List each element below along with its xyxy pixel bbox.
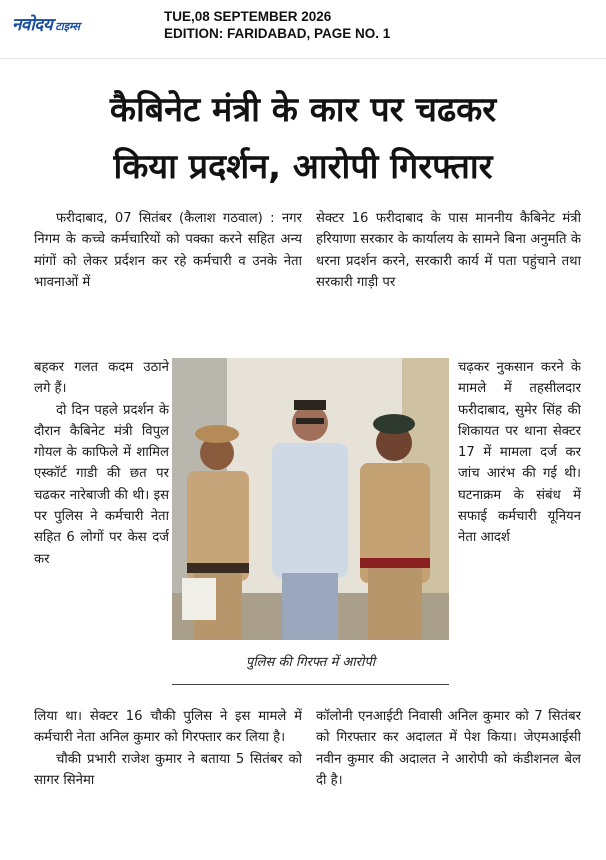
body-paragraph: लिया था। सेक्टर 16 चौकी पुलिस ने इस मामले में कर्मचारी नेता अनिल कुमार को गिरफ्तार कर लिया है।: [34, 709, 302, 746]
body-paragraph: बहकर गलत कदम उठाने लगे हैं।: [34, 360, 169, 397]
news-photo[interactable]: [172, 358, 449, 640]
column-2-top: [316, 208, 581, 336]
body-paragraph: चौकी प्रभारी राजेश कुमार ने बताया 5 सितंबर को सागर सिनेमा: [34, 751, 302, 788]
column-1-middle: [34, 357, 169, 703]
column-1-bottom: [34, 706, 302, 846]
logo-main-text: नवोदय: [12, 15, 53, 35]
body-paragraph: चढ़कर नुकसान करने के मामले में तहसीलदार फरीदाबाद, सुमेर सिंह की शिकायत पर थाना सेक्टर 17 में मामला दर्ज कर जांच आरंभ की गई थी। घटनाक्रम के संबंध में सफाई कर्मचारी यूनियन नेता आदर्श: [458, 360, 581, 546]
photo-caption: पुलिस की गिरफ्त में आरोपी: [245, 655, 376, 670]
headline-line-1: कैबिनेट मंत्री के कार पर चढकर: [109, 90, 497, 130]
body-paragraph: दो दिन पहले प्रदर्शन के दौरान कैबिनेट मंत्री विपुल गोयल के काफिले में शामिल एस्कॉर्ट गाडी की छत पर चढकर नारेबाजी की थी। इस पर पुलिस ने कर्मचारी नेता सहित 6 लोगों पर केस दर्ज कर: [34, 402, 169, 567]
logo-sub-text: टाइम्स: [55, 20, 80, 33]
body-paragraph: सेक्टर 16 फरीदाबाद के पास माननीय कैबिनेट मंत्री हरियाणा सरकार के कार्यालय के सामने बिना अनुमति के धरना प्रदर्शन करने, सरकारी कार्य में पता पहुंचाने तथा सरकारी गाड़ी पर: [316, 211, 581, 290]
column-2-bottom: [316, 706, 581, 846]
edition-info: [164, 8, 390, 42]
body-paragraph: कॉलोनी एनआईटी निवासी अनिल कुमार को 7 सितंबर को गिरफ्तार कर अदालत में पेश किया। जेएमआईसी नवीन कुमार की अदालत ने आरोपी को कंडीशनल बेल दी है।: [316, 709, 581, 788]
body-paragraph: फरीदाबाद, 07 सितंबर (कैलाश गठवाल) : नगर निगम के कच्चे कर्मचारियों को पक्का करने सहित अन्य मांगों को लेकर प्रर्दशन कर रहे कर्मचारी व उनके नेता भावनाओं में: [34, 211, 302, 290]
photo-illustration: [172, 358, 449, 640]
newspaper-logo[interactable]: [12, 12, 80, 35]
masthead: [0, 0, 606, 46]
caption-divider: [172, 684, 449, 685]
edition-page: EDITION: FARIDABAD, PAGE NO. 1: [164, 26, 391, 41]
column-1-top: [34, 208, 302, 357]
issue-date: TUE,08 SEPTEMBER 2026: [164, 9, 332, 24]
column-2-middle: [458, 357, 581, 703]
headline-line-2: किया प्रदर्शन, आरोपी गिरफ्तार: [113, 147, 493, 187]
